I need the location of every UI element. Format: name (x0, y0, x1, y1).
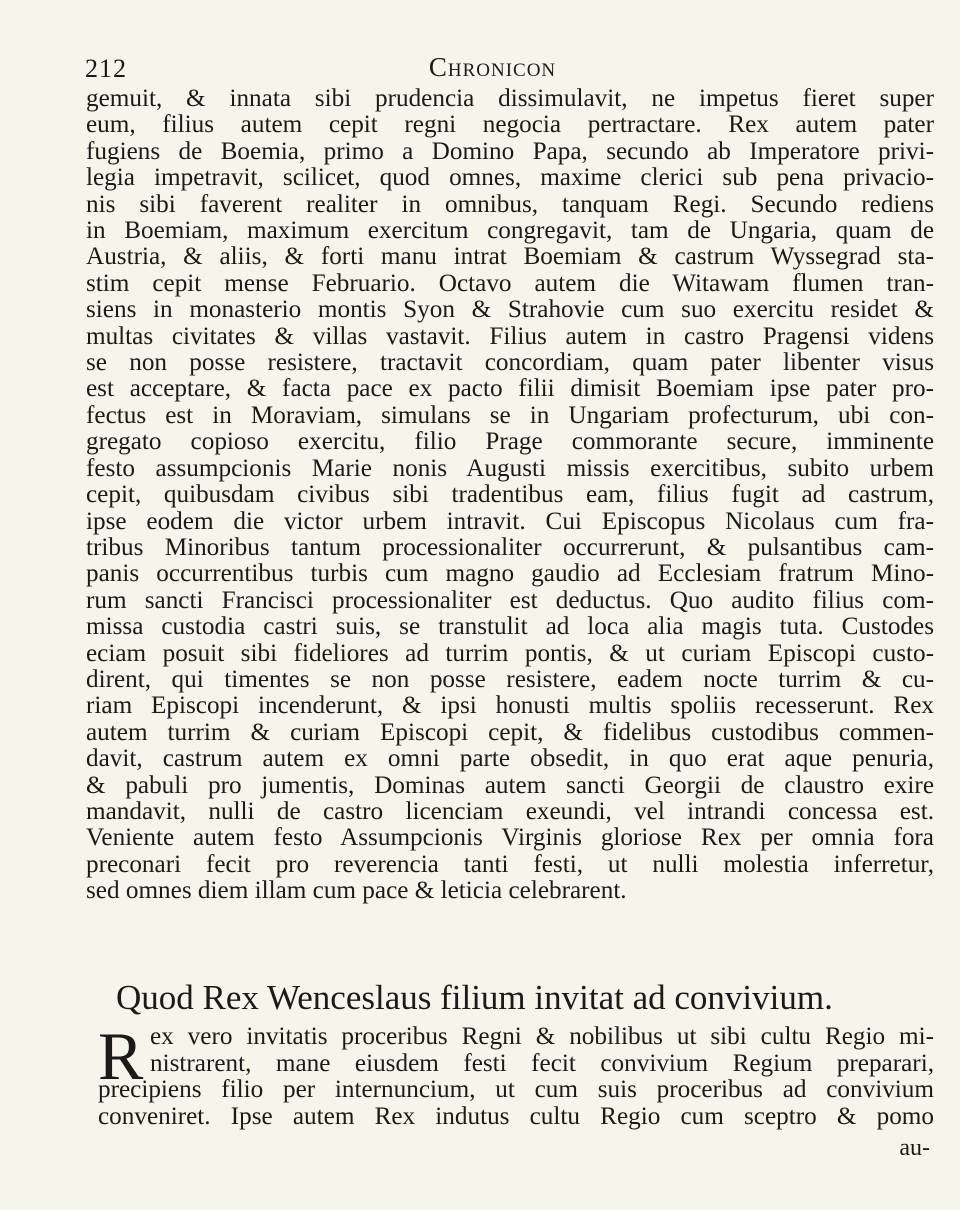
text-line: fectus est in Moraviam, simulans se in Ungariam profecturum, ubi con- (86, 401, 934, 429)
text-line: est acceptare, & facta pace ex pacto filii dimisit Boemiam ipse pater pro- (86, 375, 934, 403)
text-line: gemuit, & innata sibi prudencia dissimulavit, ne impetus fieret super (86, 85, 934, 112)
text-line: cepit, quibusdam civibus sibi tradentibus eam, filius fugit ad castrum, (86, 481, 934, 509)
main-paragraph (86, 86, 934, 905)
text-line: panis occurrentibus turbis cum magno gaudio ad Ecclesiam fratrum Mino- (86, 560, 934, 588)
drop-cap: R (98, 1018, 144, 1094)
text-line: & pabuli pro jumentis, Dominas autem sancti Georgii de claustro exire (86, 771, 934, 799)
text-line: preconari fecit pro reverencia tanti festi, ut nulli molestia inferretur, (86, 850, 934, 878)
section-paragraph (98, 1018, 934, 1130)
text-line: dirent, qui timentes se non posse resistere, eadem nocte turrim & cu- (86, 665, 934, 693)
text-line: ipse eodem die victor urbem intravit. Cui Episcopus Nicolaus cum fra- (86, 507, 934, 535)
text-line: rum sancti Francisci processionaliter est deductus. Quo audito filius com- (86, 586, 934, 614)
text-line: legia impetravit, scilicet, quod omnes, maxime clerici sub pena privacio- (86, 164, 934, 192)
text-line: tribus Minoribus tantum processionaliter occurrerunt, & pulsantibus cam- (86, 533, 934, 561)
catchword: au- (899, 1135, 930, 1161)
text-line: Austria, & aliis, & forti manu intrat Boemiam & castrum Wyssegrad sta- (86, 243, 934, 271)
text-line: gregato copioso exercitu, filio Prage commorante secure, imminente (86, 428, 934, 456)
text-line: in Boemiam, maximum exercitum congregavit, tam de Ungaria, quam de (86, 217, 934, 245)
page-number: 212 (85, 54, 127, 83)
section-heading: Quod Rex Wenceslaus filium invitat ad convivium. (116, 978, 833, 1017)
text-line: siens in monasterio montis Syon & Strahovie cum suo exercitu residet & (86, 296, 934, 324)
text-line: ex vero invitatis proceribus Regni & nobilibus ut sibi cultu Regio mi- (150, 1023, 934, 1050)
text-line: multas civitates & villas vastavit. Filius autem in castro Pragensi videns (86, 322, 934, 350)
text-line: se non posse resistere, tractavit concordiam, quam pater libenter visus (86, 349, 934, 377)
text-line: davit, castrum autem ex omni parte obsedit, in quo erat aque penuria, (86, 745, 934, 773)
text-line: autem turrim & curiam Episcopi cepit, & fidelibus custodibus commen- (86, 718, 934, 746)
text-line: missa custodia castri suis, se transtulit ad loca alia magis tuta. Custodes (86, 613, 934, 641)
text-line: eciam posuit sibi fideliores ad turrim pontis, & ut curiam Episcopi custo- (86, 639, 934, 667)
text-line: Veniente autem festo Assumpcionis Virginis gloriose Rex per omnia fora (86, 824, 934, 852)
text-line: eum, filius autem cepit regni negocia pertractare. Rex autem pater (86, 111, 934, 139)
text-line: nis sibi faverent realiter in omnibus, tanquam Regi. Secundo rediens (86, 190, 934, 218)
text-line: stim cepit mense Februario. Octavo autem die Witawam flumen tran- (86, 269, 934, 297)
text-line: precipiens filio per internuncium, ut cum suis proceribus ad convivium (98, 1076, 934, 1103)
text-line: mandavit, nulli de castro licenciam exeundi, vel intrandi concessa est. (86, 797, 934, 825)
page-header (85, 50, 900, 84)
text-line: festo assumpcionis Marie nonis Augusti missis exercitibus, subito urbem (86, 454, 934, 482)
text-line: fugiens de Boemia, primo a Domino Papa, secundo ab Imperatore privi- (86, 137, 934, 165)
text-line: conveniret. Ipse autem Rex indutus cultu Regio cum sceptro & pomo (98, 1102, 934, 1130)
running-head: Chronicon (428, 52, 557, 82)
text-line: riam Episcopi incenderunt, & ipsi honusti multis spoliis recesserunt. Rex (86, 692, 934, 720)
text-line: sed omnes diem illam cum pace & leticia celebrarent. (86, 877, 627, 905)
text-line: nistrarent, mane eiusdem festi fecit convivium Regium preparari, (150, 1049, 934, 1077)
